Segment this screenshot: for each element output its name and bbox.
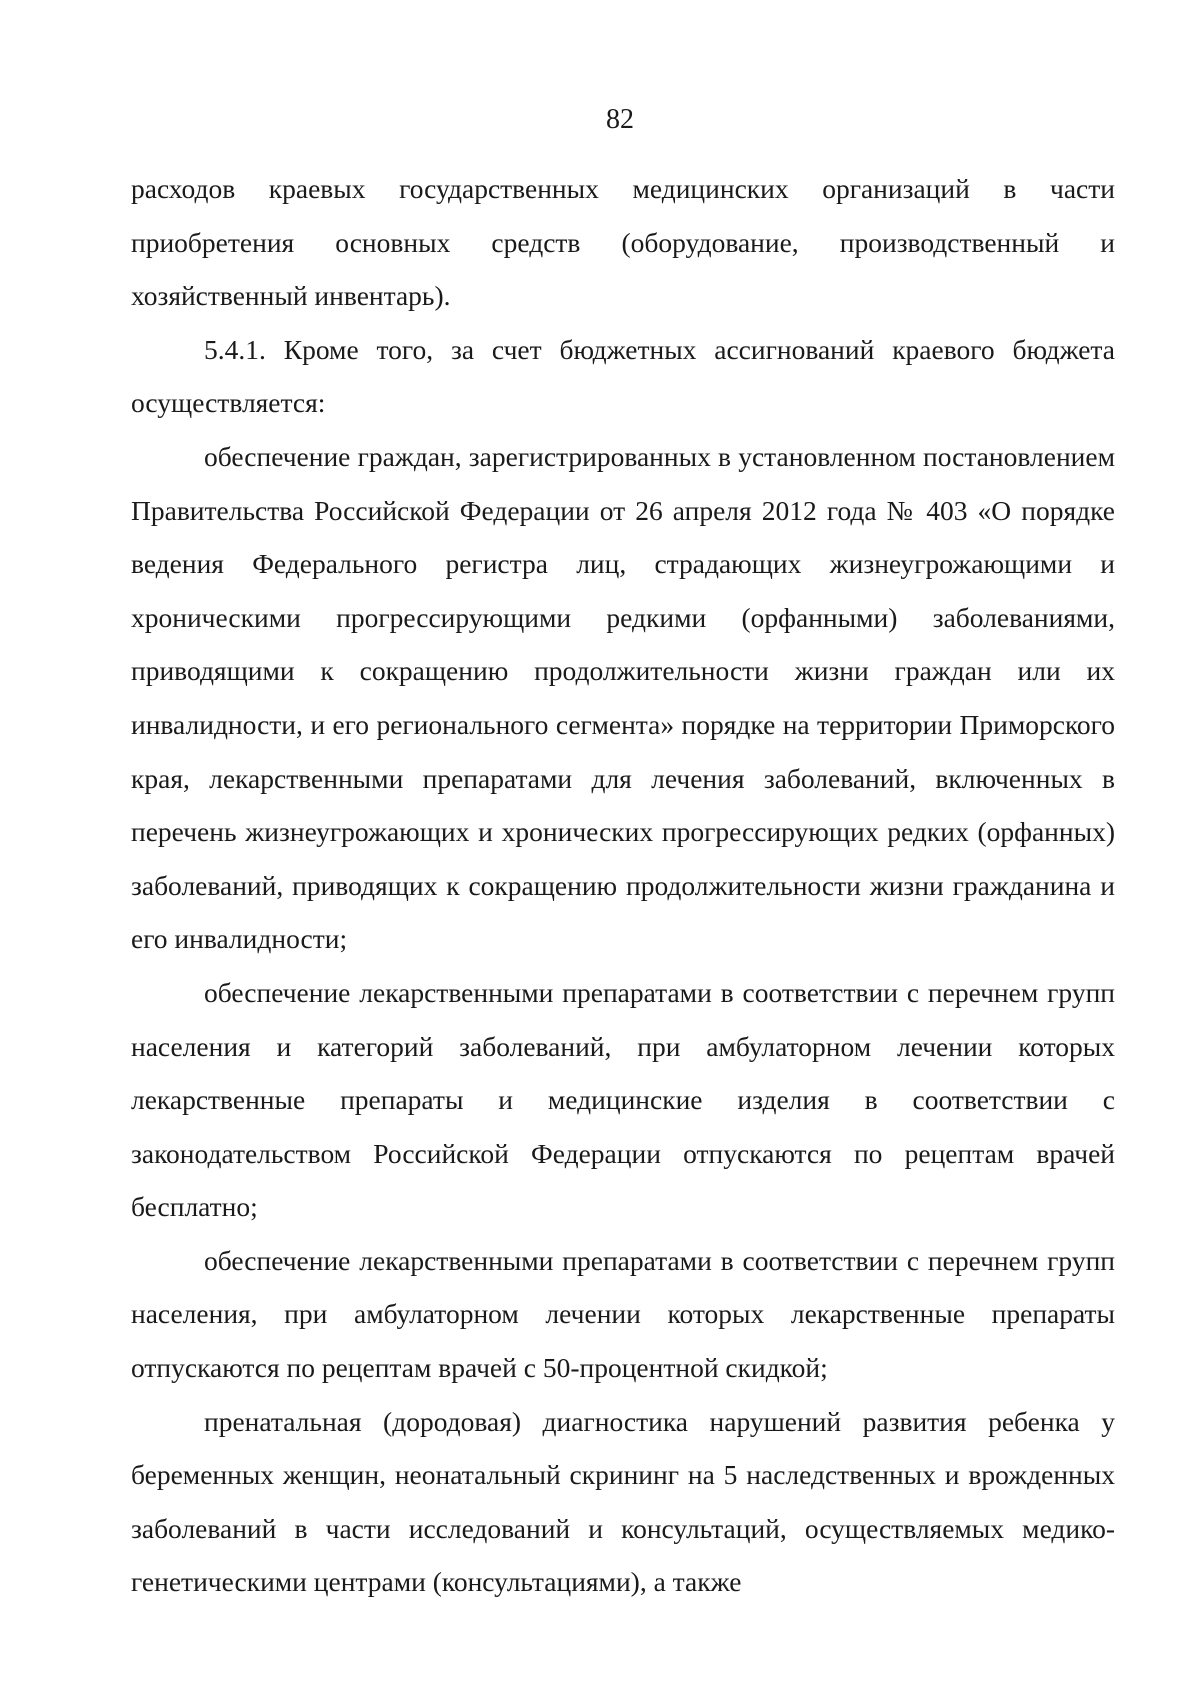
paragraph-discount-medicines: обеспечение лекарственными препаратами в соответствии с перечнем групп населения, при амбулаторном лечении которых лекарственные препараты отпускаются по рецептам врачей с 50-процентной скидкой; [131, 1244, 1115, 1384]
paragraph-continuation: расходов краевых государственных медицинских организаций в части приобретения основных средств (оборудование, производственный и хозяйственный инвентарь). [131, 173, 1115, 312]
paragraph-5-4-1: 5.4.1. Кроме того, за счет бюджетных ассигнований краевого бюджета осуществляется: [131, 333, 1115, 419]
paragraph-free-medicines: обеспечение лекарственными препаратами в соответствии с перечнем групп населения и категорий заболеваний, при амбулаторном лечении которых лекарственные препараты и медицинские изделия в соответствии с законодательством Российской Федерации отпускаются по рецептам врачей бесплатно; [131, 976, 1115, 1223]
paragraph-orphan-diseases: обеспечение граждан, зарегистрированных в установленном постановлением Правительства Российской Федерации от 26 апреля 2012 года № 403 «О порядке ведения Федерального регистра лиц, страдающих жизнеугрожающими и хроническими прогрессирующими редкими (орфанными) заболеваниями, приводящими к сокращению продолжительности жизни граждан или их инвалидности, и его регионального сегмента» порядке на территории Приморского края, лекарственными препаратами для лечения заболеваний, включенных в перечень жизнеугрожающих и хронических прогрессирующих редких (орфанных) заболеваний, приводящих к сокращению продолжительности жизни гражданина и его инвалидности; [131, 440, 1115, 955]
document-body [131, 162, 1115, 1609]
page-number: 82 [606, 104, 634, 135]
paragraph-prenatal-diagnostics: пренатальная (дородовая) диагностика нарушений развития ребенка у беременных женщин, неонатальный скрининг на 5 наследственных и врожденных заболеваний в части исследований и консультаций, осуществляемых медико-генетическими центрами (консультациями), а также [131, 1405, 1115, 1598]
